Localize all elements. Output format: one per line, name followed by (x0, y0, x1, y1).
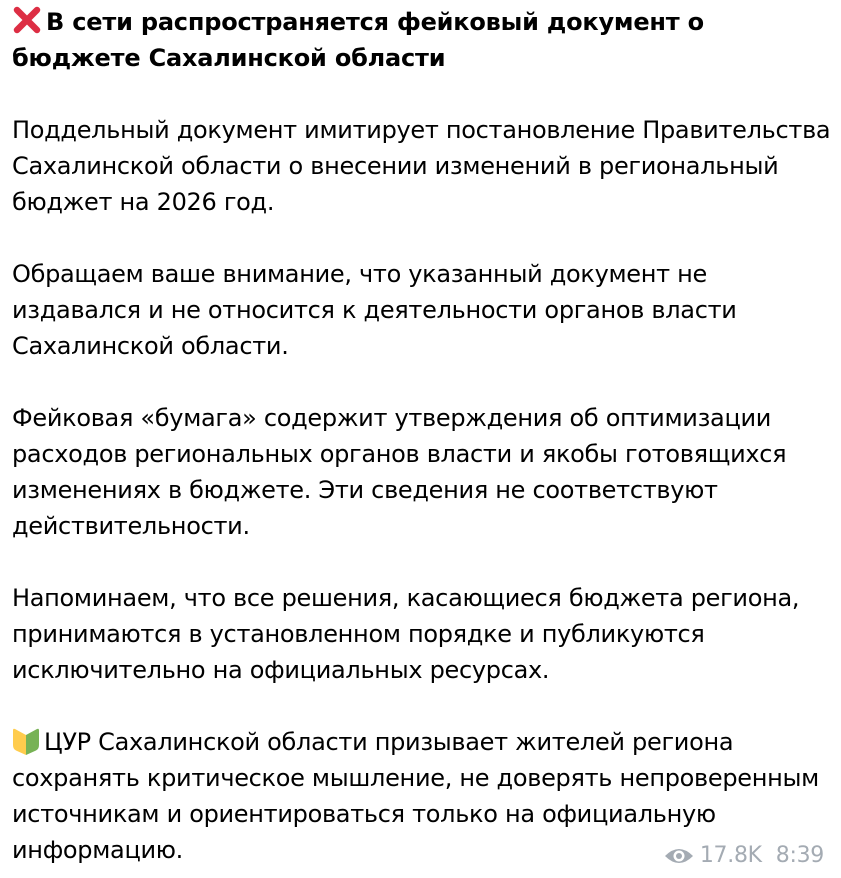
headline-text: В сети распространяется фейковый документ о бюджете Сахалинской области (12, 8, 704, 72)
message-bubble (12, 4, 834, 874)
paragraph-fake-document: Поддельный документ имитирует постановление Правительства Сахалинской области о внесении изменений в региональный бюджет на 2026 год. (12, 116, 831, 216)
beginner-leaf-icon (12, 726, 40, 756)
eye-icon (664, 845, 694, 867)
paragraph-cur-appeal-text: ЦУР Сахалинской области призывает жителей региона сохранять критическое мышление, не доверять непроверенным источникам и ориентироваться только на официальную информацию. (12, 728, 819, 864)
paragraph-fake-claims: Фейковая «бумага» содержит утверждения об оптимизации расходов региональных органов власти и якобы готовящихся изменениях в бюджете. Эти сведения не соответствуют действительности. (12, 404, 787, 540)
view-count: 17.8K (699, 843, 762, 868)
post-headline (12, 4, 834, 76)
paragraph-not-issued: Обращаем ваше внимание, что указанный документ не издавался и не относится к деятельности органов власти Сахалинской области. (12, 260, 737, 360)
message-meta (664, 843, 824, 868)
paragraph-official-resources: Напоминаем, что все решения, касающиеся бюджета региона, принимаются в установленном порядке и публикуются исключительно на официальных ресурсах. (12, 584, 800, 684)
cross-mark-icon (12, 5, 42, 35)
message-time: 8:39 (775, 843, 824, 868)
